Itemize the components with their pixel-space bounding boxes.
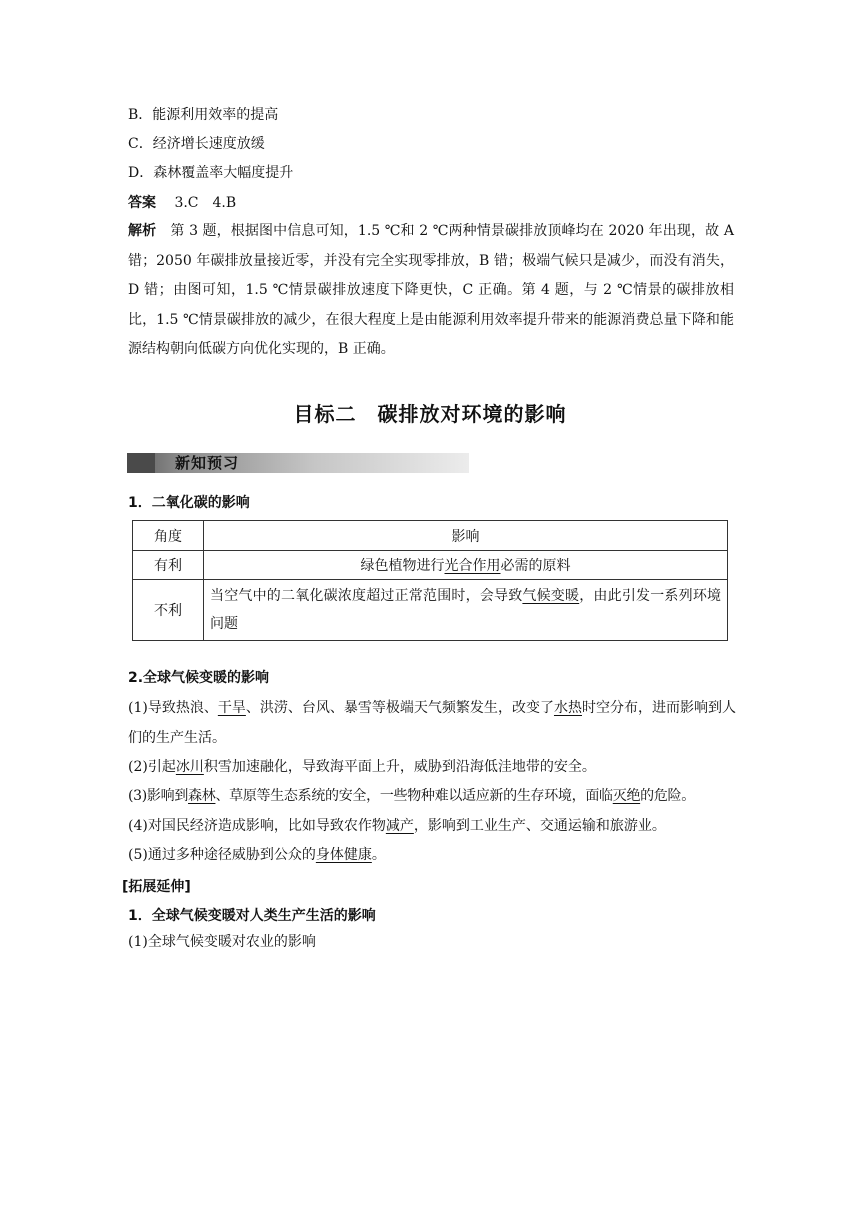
item-text: (2)引起 (128, 759, 176, 775)
section-banner (127, 453, 469, 473)
list-item (128, 753, 736, 783)
option-c: C．经济增长速度放缓 (128, 136, 265, 152)
keyword-underlined: 森林 (188, 788, 216, 804)
keyword-underlined: 气候变暖 (522, 588, 580, 604)
item-text: (4)对国民经济造成影响，比如导致农作物 (128, 818, 386, 834)
section-title: 目标二 碳排放对环境的影响 (293, 402, 567, 426)
extension-subtitle: (1)全球气候变暖对农业的影响 (128, 934, 316, 950)
extension-label: [拓展延伸] (122, 879, 191, 895)
table-header-cell: 影响 (204, 521, 728, 551)
item-text: 、洪涝、台风、暴雪等极端天气频繁发生，改变了 (245, 700, 554, 716)
analysis-paragraph (128, 217, 734, 365)
list-item (128, 841, 736, 871)
cell-text: 必需的原料 (500, 558, 571, 574)
table-row (133, 551, 728, 580)
answer-value: 3.C 4.B (174, 195, 237, 211)
cell-text: 当空气中的二氧化碳浓度超过正常范围时，会导致 (210, 588, 523, 604)
cell-text: 绿色植物进行 (360, 558, 445, 574)
keyword-underlined: 冰川 (175, 759, 204, 775)
co2-impact-table (132, 520, 728, 641)
extension-title: 1．全球气候变暖对人类生产生活的影响 (128, 908, 376, 924)
item-text: (5)通过多种途径威胁到公众的 (128, 847, 316, 863)
table-cell-label: 有利 (133, 551, 204, 580)
item-text: 时空分布，进而影响到人们的生产生活。 (128, 700, 737, 746)
list-item (128, 812, 736, 842)
banner-label: 新知预习 (175, 454, 240, 472)
keyword-underlined: 身体健康 (315, 847, 372, 863)
item-text: ，影响到工业生产、交通运输和旅游业。 (413, 818, 666, 834)
topic1-title: 1．二氧化碳的影响 (128, 495, 250, 511)
item-text: (3)影响到 (128, 788, 189, 804)
table-cell-content (204, 580, 728, 641)
table-cell-label: 不利 (133, 580, 204, 641)
answer-label: 答案 (128, 195, 156, 211)
answer-line (128, 193, 236, 213)
keyword-underlined: 水热 (553, 700, 582, 716)
item-text: (1)导致热浪、 (128, 700, 218, 716)
keyword-underlined: 光合作用 (444, 558, 501, 574)
table-header-cell: 角度 (133, 521, 204, 551)
table-header-row (133, 521, 728, 551)
option-b: B．能源利用效率的提高 (128, 107, 279, 123)
keyword-underlined: 减产 (385, 818, 414, 834)
keyword-underlined: 灭绝 (612, 788, 641, 804)
option-d: D．森林覆盖率大幅度提升 (128, 165, 294, 181)
banner-accent (127, 453, 155, 473)
keyword-underlined: 干旱 (217, 700, 246, 716)
analysis-text: 第 3 题，根据图中信息可知，1.5 ℃和 2 ℃两种情景碳排放顶峰均在 2020 年出现，故 A 错；2050 年碳排放量接近零，并没有完全实现零排放，B 错；极端气候只是减少，而没有消失，D 错；由图可知，1.5 ℃情景碳排放速度下降更快，C 正确。第 4 题，与 2 ℃情景的碳排放相比，1.5 ℃情景碳排放的减少，在很大程度上是由能源利用效率提升带来的能源消费总量下降和能源结构朝向低碳方向优化实现的，B 正确。 (128, 223, 734, 357)
item-text: 的危险。 (640, 788, 695, 804)
analysis-label: 解析 (128, 223, 157, 239)
item-text: 。 (371, 847, 386, 863)
table-cell-content (204, 551, 728, 580)
list-item (128, 782, 736, 812)
table-row (133, 580, 728, 641)
topic2-title: 2.全球气候变暖的影响 (128, 670, 270, 686)
item-text: 积雪加速融化，导致海平面上升，威胁到沿海低洼地带的安全。 (203, 759, 596, 775)
list-item (128, 694, 736, 753)
item-text: 、草原等生态系统的安全，一些物种难以适应新的生存环境，面临 (215, 788, 613, 804)
cell-text: ，由此引发一系列环境问题 (210, 588, 722, 632)
